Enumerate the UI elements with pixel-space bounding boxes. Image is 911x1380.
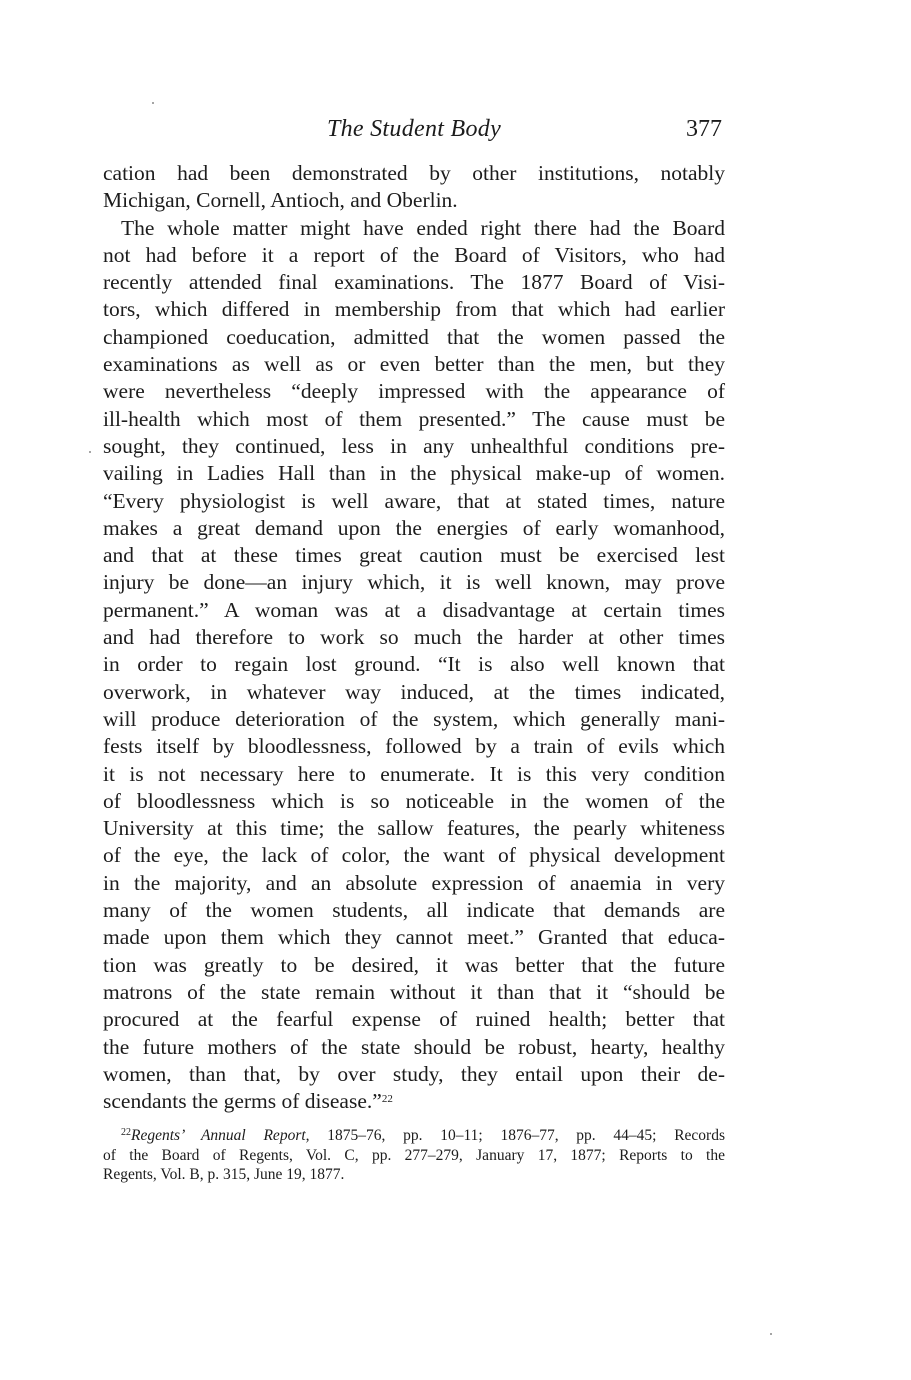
text-line: sought, they continued, less in any unhealthful conditions pre- [103, 433, 725, 458]
text-line: made upon them which they cannot meet.” Granted that educa- [103, 925, 725, 950]
text-line: University at this time; the sallow features, the pearly whiteness [103, 816, 725, 841]
text-line: it is not necessary here to enumerate. It is this very condition [103, 761, 725, 786]
text-line: of the eye, the lack of color, the want of physical development [103, 843, 725, 868]
text-line: recently attended final examinations. The 1877 Board of Visi- [103, 270, 725, 295]
text-line: permanent.” A woman was at a disadvantage at certain times [103, 597, 725, 622]
text-line: examinations as well as or even better than the men, but they [103, 352, 725, 377]
running-title: The Student Body [326, 116, 502, 142]
text-line: not had before it a report of the Board of Visitors, who had [103, 242, 725, 267]
paper-speck [89, 451, 91, 453]
text-line: Michigan, Cornell, Antioch, and Oberlin. [103, 188, 458, 213]
text-line: vailing in Ladies Hall than in the physical make-up of women. [103, 461, 725, 486]
text-line: will produce deterioration of the system, which generally mani- [103, 706, 725, 731]
text-line: tion was greatly to be desired, it was better that the future [103, 952, 725, 977]
text-line: The whole matter might have ended right there had the Board [121, 215, 725, 240]
text-line: of bloodlessness which is so noticeable in the women of the [103, 788, 725, 813]
text-line: the future mothers of the state should be robust, hearty, healthy [103, 1034, 725, 1059]
footnote-marker: 22 [121, 1127, 131, 1138]
text-line: makes a great demand upon the energies of early womanhood, [103, 515, 725, 540]
text-line: cation had been demonstrated by other institutions, notably [103, 161, 725, 185]
paper-speck [770, 1333, 772, 1335]
body-text [103, 160, 725, 1115]
text-line-content: scendants the germs of disease.” [103, 1089, 382, 1114]
footnote-line [103, 1126, 725, 1146]
footnote-reference: 22 [381, 1093, 393, 1106]
footnote-citation-text: 1875–76, pp. 10–11; 1876–77, pp. 44–45; Records [327, 1127, 725, 1144]
page-number: 377 [686, 116, 722, 142]
text-line: procured at the fearful expense of ruined health; better that [103, 1007, 725, 1032]
text-line: in order to regain lost ground. “It is also well known that [103, 652, 725, 677]
text-line: tors, which differed in membership from that which had earlier [103, 297, 725, 322]
text-line: in the majority, and an absolute expression of anaemia in very [103, 870, 725, 895]
text-line: overwork, in whatever way induced, at the times indicated, [103, 679, 725, 704]
text-line: injury be done—an injury which, it is well known, may prove [103, 570, 725, 595]
text-line: and that at these times great caution must be exercised lest [103, 543, 725, 568]
text-line: championed coeducation, admitted that the women passed the [103, 324, 725, 349]
text-line: and had therefore to work so much the harder at other times [103, 625, 725, 650]
footnote-citation-title: Regents’ Annual Report, [131, 1127, 310, 1144]
footnote [103, 1126, 725, 1185]
footnote-line: Regents, Vol. B, p. 315, June 19, 1877. [103, 1166, 345, 1183]
footnote-line: of the Board of Regents, Vol. C, pp. 277–279, January 17, 1877; Reports to the [103, 1146, 725, 1164]
text-line: “Every physiologist is well aware, that at stated times, nature [103, 488, 725, 513]
text-line: ill-health which most of them presented.” The cause must be [103, 406, 725, 431]
paper-speck [152, 102, 154, 104]
running-header [103, 116, 725, 152]
text-line: fests itself by bloodlessness, followed by a train of evils which [103, 734, 725, 759]
text-line-last [103, 1088, 725, 1115]
text-line: matrons of the state remain without it than that it “should be [103, 979, 725, 1004]
text-line: women, than that, by over study, they entail upon their de- [103, 1061, 725, 1086]
text-line: many of the women students, all indicate that demands are [103, 898, 725, 923]
text-line: were nevertheless “deeply impressed with the appearance of [103, 379, 725, 404]
